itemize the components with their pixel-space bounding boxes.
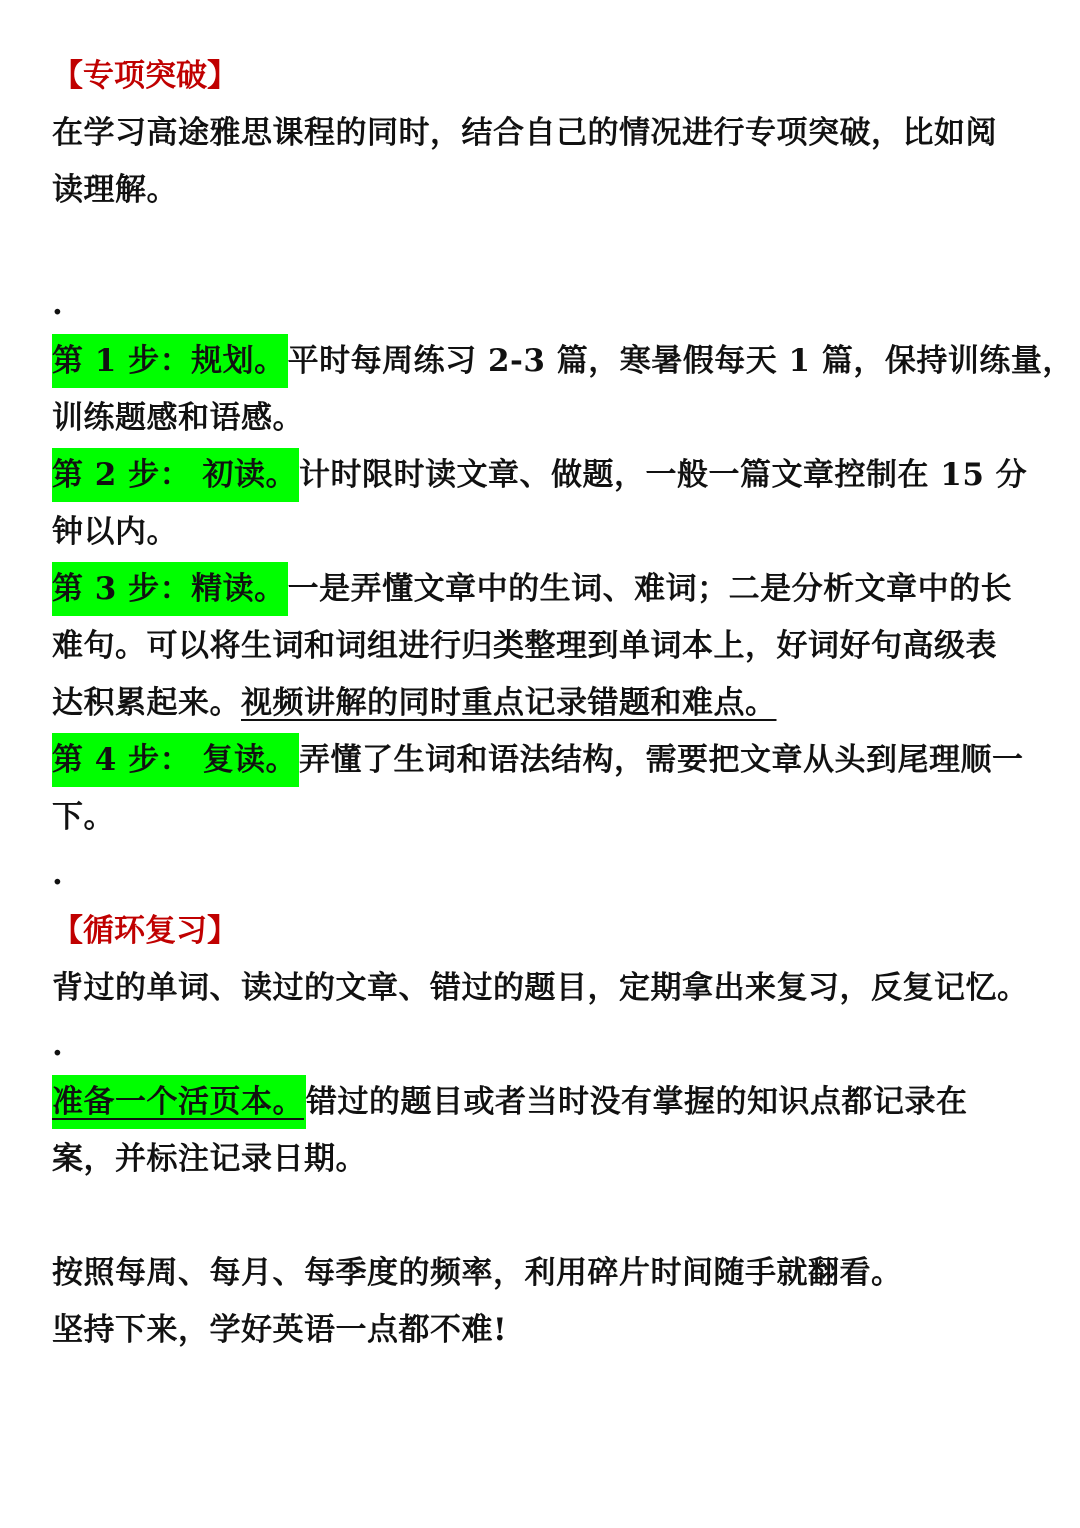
- bullet-dot: .: [52, 856, 63, 892]
- section-heading-review-cycle: 【循环复习】: [52, 913, 238, 949]
- intro-line-1: 在学习高途雅思课程的同时，结合自己的情况进行专项突破，比如阅: [52, 115, 997, 151]
- document-page: [52, 48, 1074, 1359]
- step-2-line-1: [52, 447, 1032, 504]
- review-line-2-text: 错过的题目或者当时没有掌握的知识点都记录在: [306, 1084, 968, 1120]
- review-line-3: 案，并标注记录日期。: [52, 1141, 367, 1177]
- step-1-text: 平时每周练习 2-3 篇，寒暑假每天 1 篇，保持训练量，: [287, 343, 1074, 379]
- loose-leaf-notebook-highlight: 准备一个活页本。: [52, 1075, 306, 1129]
- step-3-line-3: [52, 675, 1032, 732]
- review-line-1: 背过的单词、读过的文章、错过的题目，定期拿出来复习，反复记忆。: [52, 970, 1029, 1006]
- step-3-label: 第 3 步：精读。: [52, 562, 288, 616]
- spacer: [52, 1188, 1032, 1245]
- step-1-label: 第 1 步：规划。: [52, 334, 288, 388]
- step-3-text-part: 达积累起来。: [52, 685, 241, 721]
- step-1-line-1: [52, 333, 1074, 390]
- step-2-text: 计时限时读文章、做题，一般一篇文章控制在 15 分: [298, 457, 1028, 493]
- review-line-2: [52, 1074, 1032, 1131]
- step-4-label: 第 4 步： 复读。: [52, 733, 299, 787]
- step-4-line-2: 下。: [52, 799, 115, 835]
- bullet-dot: .: [52, 286, 63, 322]
- spacer: [52, 219, 1032, 276]
- step-3-line-1: [52, 561, 1032, 618]
- section-heading-special-breakthrough: 【专项突破】: [52, 58, 238, 94]
- intro-line-2: 读理解。: [52, 172, 178, 208]
- step-1-line-2: 训练题感和语感。: [52, 400, 304, 436]
- closing-line-1: 按照每周、每月、每季度的频率，利用碎片时间随手就翻看。: [52, 1255, 903, 1291]
- step-3-text: 一是弄懂文章中的生词、难词；二是分析文章中的长: [287, 571, 1013, 607]
- step-3-line-2: 难句。可以将生词和词组进行归类整理到单词本上，好词好句高级表: [52, 628, 997, 664]
- bullet-dot: .: [52, 1027, 63, 1063]
- closing-line-2: 坚持下来，学好英语一点都不难!: [52, 1312, 508, 1348]
- step-2-line-2: 钟以内。: [52, 514, 178, 550]
- step-2-label: 第 2 步： 初读。: [52, 448, 299, 502]
- step-4-line-1: [52, 732, 1032, 789]
- step-4-text: 弄懂了生词和语法结构，需要把文章从头到尾理顺一: [298, 742, 1024, 778]
- step-3-underlined-note: 视频讲解的同时重点记录错题和难点。: [241, 685, 777, 721]
